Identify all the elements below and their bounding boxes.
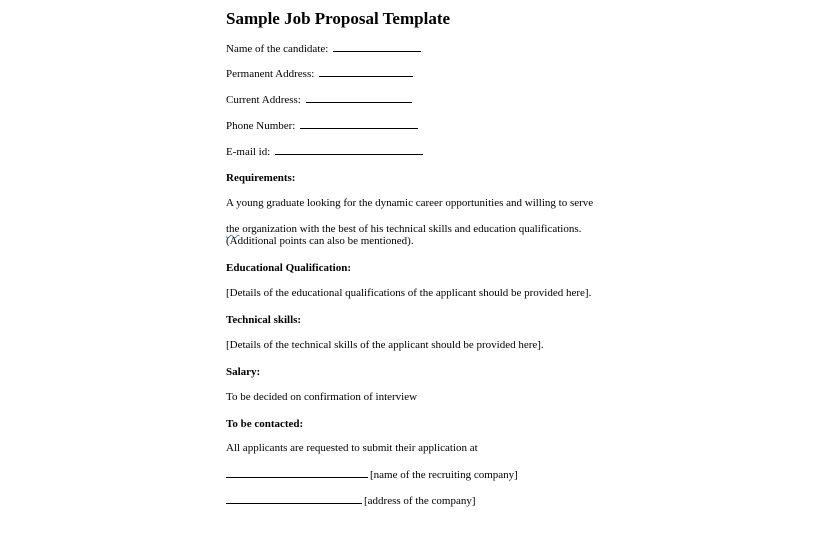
email-row (226, 145, 423, 159)
contact-heading: To be contacted: (226, 418, 304, 430)
current-address-blank (306, 93, 412, 103)
company-address-blank (226, 494, 362, 504)
salary-heading: Salary: (226, 366, 261, 378)
email-blank (275, 145, 423, 155)
requirements-heading: Requirements: (226, 172, 296, 184)
spellcheck-word: the (226, 223, 240, 235)
requirements-line-3: (Additional points can also be mentioned). (226, 235, 414, 247)
company-name-blank (226, 468, 368, 478)
education-text: [Details of the educational qualifications of the applicant should be provided here]. (226, 287, 592, 299)
page-title: Sample Job Proposal Template (226, 9, 451, 28)
permanent-address-label: Permanent Address: (226, 68, 315, 80)
name-field-blank (333, 42, 421, 52)
phone-number-blank (300, 119, 418, 129)
current-address-row (226, 93, 412, 107)
name-field-row (226, 42, 421, 56)
education-heading: Educational Qualification: (226, 262, 351, 274)
name-field-label: Name of the candidate: (226, 43, 329, 55)
contact-text: All applicants are requested to submit their application at (226, 442, 478, 454)
permanent-address-row (226, 67, 413, 81)
phone-number-label: Phone Number: (226, 120, 296, 132)
technical-text: [Details of the technical skills of the applicant should be provided here]. (226, 339, 544, 351)
company-name-row (226, 468, 518, 482)
company-name-label: [name of the recruiting company] (370, 469, 518, 481)
company-address-row (226, 494, 476, 508)
requirements-line-2-rest: organization with the best of his technical skills and education qualifications. (239, 223, 582, 235)
email-label: E-mail id: (226, 146, 271, 158)
phone-number-row (226, 119, 418, 133)
requirements-line-1: A young graduate looking for the dynamic career opportunities and willing to serve (226, 197, 594, 209)
technical-heading: Technical skills: (226, 314, 302, 326)
permanent-address-blank (319, 67, 413, 77)
current-address-label: Current Address: (226, 94, 301, 106)
salary-text: To be decided on confirmation of interview (226, 391, 418, 403)
company-address-label: [address of the company] (364, 495, 476, 507)
